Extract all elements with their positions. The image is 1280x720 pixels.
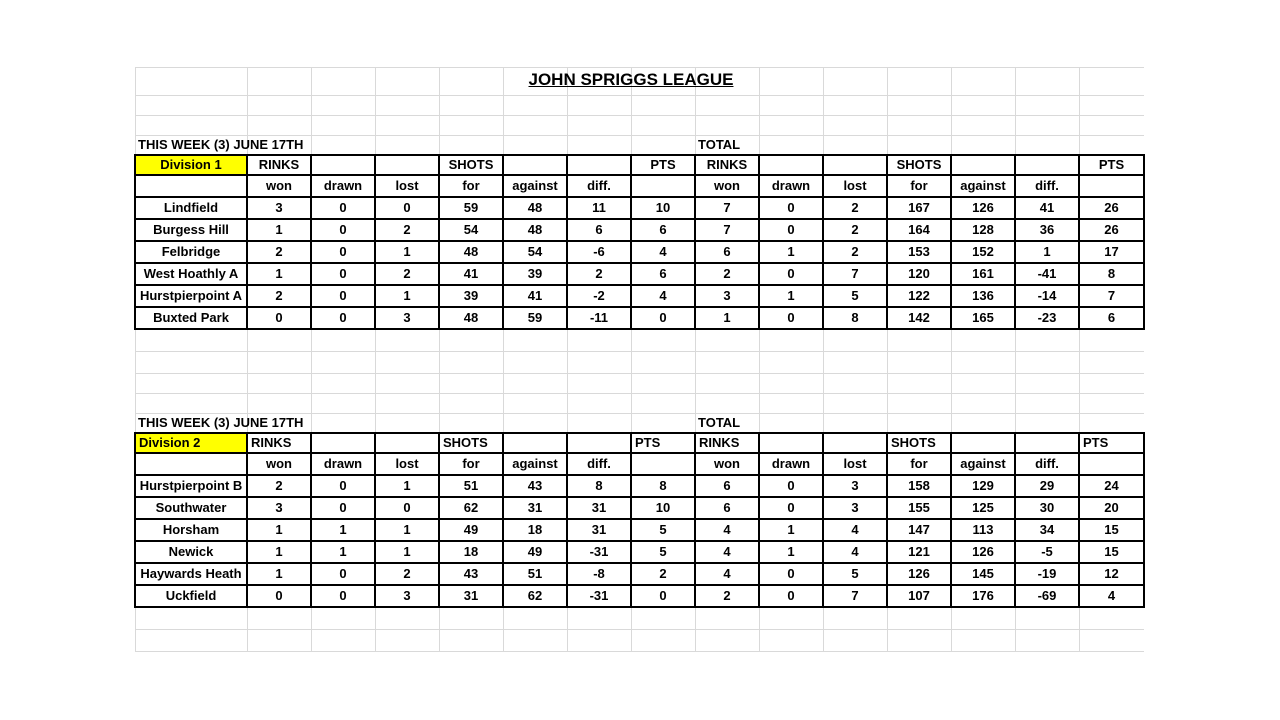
week-value[interactable]: -8 — [566, 562, 632, 586]
header-cell[interactable] — [374, 154, 440, 176]
header-cell[interactable] — [502, 432, 568, 454]
week-value[interactable]: 1 — [246, 562, 312, 586]
header-cell[interactable]: RINKS — [246, 432, 312, 454]
total-value[interactable]: 4 — [822, 518, 888, 542]
week-value[interactable]: -31 — [566, 540, 632, 564]
week-value[interactable]: 43 — [438, 562, 504, 586]
this-week-label[interactable]: THIS WEEK (3) JUNE 17TH — [138, 137, 304, 152]
sheet-title[interactable]: JOHN SPRIGGS LEAGUE — [528, 70, 734, 89]
total-value[interactable]: 6 — [1078, 306, 1145, 330]
week-value[interactable]: 2 — [246, 240, 312, 264]
total-value[interactable]: 17 — [1078, 240, 1145, 264]
total-value[interactable]: 155 — [886, 496, 952, 520]
subheader-cell[interactable]: drawn — [310, 452, 376, 476]
week-value[interactable]: 51 — [438, 474, 504, 498]
week-value[interactable]: 2 — [374, 218, 440, 242]
week-value[interactable]: 1 — [246, 218, 312, 242]
week-value[interactable]: 1 — [246, 262, 312, 286]
subheader-cell[interactable]: drawn — [758, 174, 824, 198]
week-value[interactable]: 10 — [630, 196, 696, 220]
header-cell[interactable] — [758, 432, 824, 454]
total-value[interactable]: 176 — [950, 584, 1016, 608]
team-name[interactable]: Haywards Heath — [134, 562, 248, 586]
header-cell[interactable]: SHOTS — [438, 154, 504, 176]
total-value[interactable]: 6 — [694, 474, 760, 498]
header-cell[interactable]: SHOTS — [438, 432, 504, 454]
total-label[interactable]: TOTAL — [698, 137, 741, 152]
week-value[interactable]: 31 — [566, 518, 632, 542]
subheader-cell[interactable]: against — [502, 174, 568, 198]
week-value[interactable]: 10 — [630, 496, 696, 520]
week-value[interactable]: 5 — [630, 518, 696, 542]
total-value[interactable]: 5 — [822, 284, 888, 308]
week-value[interactable]: 3 — [246, 196, 312, 220]
total-value[interactable]: 7 — [822, 262, 888, 286]
total-value[interactable]: 34 — [1014, 518, 1080, 542]
total-value[interactable]: 0 — [758, 306, 824, 330]
total-value[interactable]: 142 — [886, 306, 952, 330]
week-value[interactable]: 0 — [246, 584, 312, 608]
total-value[interactable]: 6 — [694, 496, 760, 520]
subheader-cell[interactable]: won — [694, 174, 760, 198]
subheader-cell[interactable]: won — [694, 452, 760, 476]
week-value[interactable]: 2 — [374, 562, 440, 586]
header-cell[interactable]: RINKS — [694, 154, 760, 176]
total-value[interactable]: 125 — [950, 496, 1016, 520]
week-value[interactable]: 0 — [310, 306, 376, 330]
header-cell[interactable]: SHOTS — [886, 432, 952, 454]
total-value[interactable]: 0 — [758, 196, 824, 220]
subheader-cell[interactable]: diff. — [1014, 452, 1080, 476]
week-value[interactable]: 49 — [438, 518, 504, 542]
total-value[interactable]: 5 — [822, 562, 888, 586]
week-value[interactable]: 2 — [246, 474, 312, 498]
week-value[interactable]: 41 — [438, 262, 504, 286]
header-cell[interactable] — [566, 432, 632, 454]
total-value[interactable]: 153 — [886, 240, 952, 264]
week-value[interactable]: 1 — [310, 540, 376, 564]
total-value[interactable]: 4 — [694, 518, 760, 542]
subheader-cell[interactable]: against — [950, 452, 1016, 476]
week-value[interactable]: 8 — [630, 474, 696, 498]
subheader-cell[interactable] — [630, 174, 696, 198]
subheader-cell[interactable]: for — [886, 174, 952, 198]
total-value[interactable]: 2 — [694, 584, 760, 608]
week-value[interactable]: 5 — [630, 540, 696, 564]
week-value[interactable]: 43 — [502, 474, 568, 498]
team-name[interactable]: Buxted Park — [134, 306, 248, 330]
total-value[interactable]: 8 — [1078, 262, 1145, 286]
week-value[interactable]: 4 — [630, 284, 696, 308]
week-value[interactable]: 2 — [630, 562, 696, 586]
week-value[interactable]: 3 — [374, 306, 440, 330]
total-value[interactable]: 8 — [822, 306, 888, 330]
header-cell[interactable] — [134, 452, 248, 476]
total-value[interactable]: 7 — [694, 196, 760, 220]
total-value[interactable]: 3 — [822, 496, 888, 520]
header-cell[interactable] — [1014, 432, 1080, 454]
team-name[interactable]: Uckfield — [134, 584, 248, 608]
week-value[interactable]: 1 — [246, 540, 312, 564]
total-value[interactable]: 0 — [758, 262, 824, 286]
total-value[interactable]: 29 — [1014, 474, 1080, 498]
week-value[interactable]: 1 — [246, 518, 312, 542]
header-cell[interactable] — [1014, 154, 1080, 176]
week-value[interactable]: 59 — [438, 196, 504, 220]
week-value[interactable]: 59 — [502, 306, 568, 330]
header-cell[interactable]: PTS — [630, 154, 696, 176]
total-value[interactable]: 2 — [822, 196, 888, 220]
total-value[interactable]: 0 — [758, 218, 824, 242]
total-value[interactable]: 6 — [694, 240, 760, 264]
header-cell[interactable] — [950, 432, 1016, 454]
subheader-cell[interactable] — [1078, 452, 1145, 476]
week-value[interactable]: 54 — [438, 218, 504, 242]
header-cell[interactable]: SHOTS — [886, 154, 952, 176]
header-cell[interactable]: PTS — [1078, 432, 1145, 454]
header-cell[interactable] — [950, 154, 1016, 176]
subheader-cell[interactable]: lost — [374, 174, 440, 198]
team-name[interactable]: West Hoathly A — [134, 262, 248, 286]
header-cell[interactable] — [758, 154, 824, 176]
week-value[interactable]: 3 — [246, 496, 312, 520]
total-value[interactable]: 1 — [758, 240, 824, 264]
week-value[interactable]: 0 — [374, 196, 440, 220]
header-cell[interactable] — [310, 154, 376, 176]
division-name[interactable]: Division 2 — [134, 432, 248, 454]
week-value[interactable]: 31 — [566, 496, 632, 520]
subheader-cell[interactable]: for — [438, 174, 504, 198]
week-value[interactable]: 11 — [566, 196, 632, 220]
subheader-cell[interactable]: for — [438, 452, 504, 476]
total-value[interactable]: -5 — [1014, 540, 1080, 564]
subheader-cell[interactable]: diff. — [566, 174, 632, 198]
week-value[interactable]: -31 — [566, 584, 632, 608]
total-value[interactable]: 136 — [950, 284, 1016, 308]
week-value[interactable]: 0 — [310, 218, 376, 242]
total-value[interactable]: 164 — [886, 218, 952, 242]
week-value[interactable]: 6 — [566, 218, 632, 242]
total-value[interactable]: 4 — [1078, 584, 1145, 608]
total-value[interactable]: 113 — [950, 518, 1016, 542]
week-value[interactable]: -6 — [566, 240, 632, 264]
total-value[interactable]: 2 — [822, 240, 888, 264]
week-value[interactable]: 48 — [502, 196, 568, 220]
total-value[interactable]: 15 — [1078, 518, 1145, 542]
week-value[interactable]: 6 — [630, 262, 696, 286]
week-value[interactable]: 1 — [374, 240, 440, 264]
division-name[interactable]: Division 1 — [134, 154, 248, 176]
header-cell[interactable] — [822, 154, 888, 176]
total-value[interactable]: -19 — [1014, 562, 1080, 586]
total-value[interactable]: 152 — [950, 240, 1016, 264]
total-value[interactable]: 24 — [1078, 474, 1145, 498]
subheader-cell[interactable]: lost — [822, 452, 888, 476]
week-value[interactable]: 51 — [502, 562, 568, 586]
total-value[interactable]: 0 — [758, 584, 824, 608]
week-value[interactable]: 0 — [374, 496, 440, 520]
total-value[interactable]: 15 — [1078, 540, 1145, 564]
this-week-label[interactable]: THIS WEEK (3) JUNE 17TH — [138, 415, 304, 430]
week-value[interactable]: 48 — [502, 218, 568, 242]
total-value[interactable]: 129 — [950, 474, 1016, 498]
week-value[interactable]: 0 — [310, 584, 376, 608]
total-value[interactable]: 7 — [822, 584, 888, 608]
subheader-cell[interactable]: against — [502, 452, 568, 476]
week-value[interactable]: 39 — [502, 262, 568, 286]
total-value[interactable]: -41 — [1014, 262, 1080, 286]
week-value[interactable]: -11 — [566, 306, 632, 330]
total-value[interactable]: 20 — [1078, 496, 1145, 520]
total-value[interactable]: 26 — [1078, 196, 1145, 220]
total-value[interactable]: 4 — [822, 540, 888, 564]
subheader-cell[interactable]: won — [246, 174, 312, 198]
header-cell[interactable] — [310, 432, 376, 454]
week-value[interactable]: 62 — [438, 496, 504, 520]
total-value[interactable]: 126 — [950, 196, 1016, 220]
header-cell[interactable] — [502, 154, 568, 176]
total-value[interactable]: 122 — [886, 284, 952, 308]
total-value[interactable]: 30 — [1014, 496, 1080, 520]
week-value[interactable]: 1 — [374, 540, 440, 564]
total-value[interactable]: 0 — [758, 496, 824, 520]
week-value[interactable]: 18 — [502, 518, 568, 542]
header-cell[interactable] — [566, 154, 632, 176]
total-value[interactable]: 0 — [758, 474, 824, 498]
total-value[interactable]: -14 — [1014, 284, 1080, 308]
total-value[interactable]: 128 — [950, 218, 1016, 242]
subheader-cell[interactable]: lost — [822, 174, 888, 198]
week-value[interactable]: 18 — [438, 540, 504, 564]
week-value[interactable]: 39 — [438, 284, 504, 308]
total-value[interactable]: 2 — [694, 262, 760, 286]
total-value[interactable]: 145 — [950, 562, 1016, 586]
total-value[interactable]: 1 — [1014, 240, 1080, 264]
total-value[interactable]: 36 — [1014, 218, 1080, 242]
total-value[interactable]: 120 — [886, 262, 952, 286]
team-name[interactable]: Horsham — [134, 518, 248, 542]
total-value[interactable]: 165 — [950, 306, 1016, 330]
total-value[interactable]: 12 — [1078, 562, 1145, 586]
subheader-cell[interactable]: against — [950, 174, 1016, 198]
week-value[interactable]: 6 — [630, 218, 696, 242]
total-value[interactable]: 4 — [694, 540, 760, 564]
week-value[interactable]: 49 — [502, 540, 568, 564]
subheader-cell[interactable] — [1078, 174, 1145, 198]
team-name[interactable]: Newick — [134, 540, 248, 564]
week-value[interactable]: 48 — [438, 306, 504, 330]
header-cell[interactable] — [822, 432, 888, 454]
week-value[interactable]: 2 — [566, 262, 632, 286]
week-value[interactable]: 0 — [630, 306, 696, 330]
week-value[interactable]: 31 — [502, 496, 568, 520]
total-value[interactable]: 41 — [1014, 196, 1080, 220]
subheader-cell[interactable]: for — [886, 452, 952, 476]
total-value[interactable]: 3 — [822, 474, 888, 498]
subheader-cell[interactable]: lost — [374, 452, 440, 476]
header-cell[interactable] — [374, 432, 440, 454]
total-value[interactable]: 161 — [950, 262, 1016, 286]
week-value[interactable]: 1 — [374, 518, 440, 542]
subheader-cell[interactable]: diff. — [566, 452, 632, 476]
total-value[interactable]: 2 — [822, 218, 888, 242]
week-value[interactable]: 54 — [502, 240, 568, 264]
week-value[interactable]: 41 — [502, 284, 568, 308]
total-value[interactable]: 1 — [694, 306, 760, 330]
total-value[interactable]: 1 — [758, 540, 824, 564]
team-name[interactable]: Hurstpierpoint B — [134, 474, 248, 498]
team-name[interactable]: Burgess Hill — [134, 218, 248, 242]
subheader-cell[interactable]: won — [246, 452, 312, 476]
total-value[interactable]: 1 — [758, 518, 824, 542]
total-label[interactable]: TOTAL — [698, 415, 741, 430]
week-value[interactable]: 1 — [310, 518, 376, 542]
team-name[interactable]: Felbridge — [134, 240, 248, 264]
subheader-cell[interactable]: drawn — [310, 174, 376, 198]
total-value[interactable]: 1 — [758, 284, 824, 308]
week-value[interactable]: 31 — [438, 584, 504, 608]
total-value[interactable]: -69 — [1014, 584, 1080, 608]
total-value[interactable]: 167 — [886, 196, 952, 220]
week-value[interactable]: 1 — [374, 474, 440, 498]
week-value[interactable]: 2 — [374, 262, 440, 286]
week-value[interactable]: 0 — [310, 240, 376, 264]
total-value[interactable]: 121 — [886, 540, 952, 564]
week-value[interactable]: 2 — [246, 284, 312, 308]
total-value[interactable]: -23 — [1014, 306, 1080, 330]
week-value[interactable]: 0 — [310, 284, 376, 308]
total-value[interactable]: 26 — [1078, 218, 1145, 242]
total-value[interactable]: 147 — [886, 518, 952, 542]
total-value[interactable]: 3 — [694, 284, 760, 308]
team-name[interactable]: Lindfield — [134, 196, 248, 220]
header-cell[interactable]: PTS — [630, 432, 696, 454]
team-name[interactable]: Southwater — [134, 496, 248, 520]
header-cell[interactable]: RINKS — [694, 432, 760, 454]
total-value[interactable]: 7 — [1078, 284, 1145, 308]
total-value[interactable]: 0 — [758, 562, 824, 586]
total-value[interactable]: 126 — [886, 562, 952, 586]
week-value[interactable]: 0 — [630, 584, 696, 608]
total-value[interactable]: 158 — [886, 474, 952, 498]
team-name[interactable]: Hurstpierpoint A — [134, 284, 248, 308]
subheader-cell[interactable]: drawn — [758, 452, 824, 476]
week-value[interactable]: 3 — [374, 584, 440, 608]
week-value[interactable]: 0 — [310, 562, 376, 586]
week-value[interactable]: 0 — [246, 306, 312, 330]
week-value[interactable]: 0 — [310, 496, 376, 520]
week-value[interactable]: 4 — [630, 240, 696, 264]
week-value[interactable]: 0 — [310, 196, 376, 220]
header-cell[interactable]: RINKS — [246, 154, 312, 176]
total-value[interactable]: 4 — [694, 562, 760, 586]
subheader-cell[interactable]: diff. — [1014, 174, 1080, 198]
week-value[interactable]: 62 — [502, 584, 568, 608]
total-value[interactable]: 7 — [694, 218, 760, 242]
week-value[interactable]: 1 — [374, 284, 440, 308]
subheader-cell[interactable] — [630, 452, 696, 476]
week-value[interactable]: 48 — [438, 240, 504, 264]
week-value[interactable]: 0 — [310, 262, 376, 286]
total-value[interactable]: 126 — [950, 540, 1016, 564]
week-value[interactable]: 8 — [566, 474, 632, 498]
week-value[interactable]: 0 — [310, 474, 376, 498]
header-cell[interactable] — [134, 174, 248, 198]
header-cell[interactable]: PTS — [1078, 154, 1145, 176]
league-spreadsheet — [135, 67, 1144, 652]
week-value[interactable]: -2 — [566, 284, 632, 308]
total-value[interactable]: 107 — [886, 584, 952, 608]
